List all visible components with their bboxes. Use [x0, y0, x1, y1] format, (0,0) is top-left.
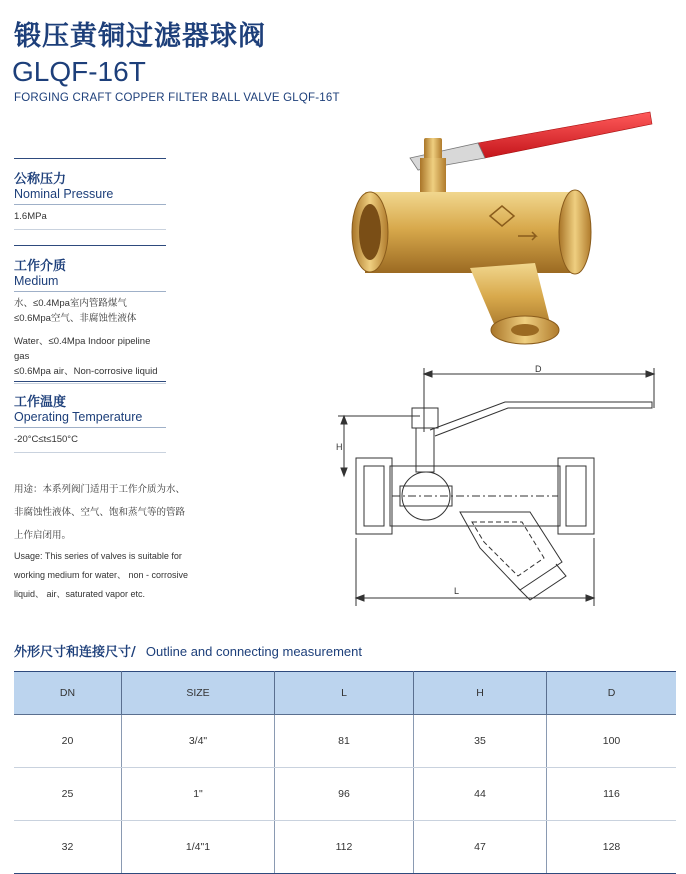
column-header: H [414, 672, 547, 715]
usage-line: Usage: This series of valves is suitable for [14, 551, 182, 561]
column-header: L [275, 672, 414, 715]
table-cell: 25 [14, 768, 122, 821]
table-cell: 35 [414, 715, 547, 768]
spec-value-en: ≤0.6Mpa air、Non-corrosive liquid [14, 366, 158, 377]
column-header: SIZE [122, 672, 275, 715]
spec-label-cn: 工作介质 [14, 259, 67, 274]
table-cell: 112 [275, 821, 414, 874]
usage-line: 非腐蚀性液体、空气、饱和蒸气等的管路 [14, 507, 186, 518]
table-cell: 20 [14, 715, 122, 768]
spec-label-cn: 公称压力 [14, 172, 67, 187]
table-cell: 1/4"1 [122, 821, 275, 874]
table-cell: 81 [275, 715, 414, 768]
usage-line: working medium for water、 non - corrosive [14, 570, 189, 580]
usage-en [14, 547, 214, 604]
usage-line: 用途：本系列阀门适用于工作介质为水、 [14, 484, 186, 495]
spec-label-en: Nominal Pressure [14, 187, 114, 201]
table-cell: 100 [547, 715, 677, 768]
spec-value-en: Water、≤0.4Mpa Indoor pipeline gas [14, 336, 151, 362]
spec-value: -20°C≤t≤150°C [14, 434, 78, 445]
table-cell: 116 [547, 768, 677, 821]
valve-technical-drawing [330, 362, 670, 610]
table-cell: 1" [122, 768, 275, 821]
dimension-label-l: L [454, 586, 460, 596]
dimension-label-d: D [535, 364, 542, 374]
table-cell: 44 [414, 768, 547, 821]
column-header: D [547, 672, 677, 715]
page-title: 锻压黄铜过滤器球阀 [14, 21, 266, 52]
table-header-row [14, 672, 676, 715]
dimension-label-h: H [336, 442, 343, 452]
spec-nominal-pressure [14, 158, 166, 230]
table-cell: 47 [414, 821, 547, 874]
spec-label-en: Medium [14, 274, 59, 288]
section-title [14, 641, 362, 660]
spec-medium [14, 245, 166, 384]
model-number: GLQF-16T [12, 56, 146, 87]
spec-value: 1.6MPa [14, 211, 47, 222]
table-row [14, 821, 676, 874]
section-title-cn: 外形尺寸和连接尺寸/ [14, 645, 136, 660]
section-title-en: Outline and connecting measurement [145, 644, 362, 659]
usage-cn [14, 480, 214, 545]
table-cell: 128 [547, 821, 677, 874]
valve-product-image [340, 98, 670, 348]
spec-value: 水、≤0.4Mpa室内管路煤气 [14, 298, 127, 309]
spec-operating-temperature [14, 381, 166, 453]
spec-label-en: Operating Temperature [14, 410, 143, 424]
page-subtitle: FORGING CRAFT COPPER FILTER BALL VALVE GLQF-16T [14, 92, 340, 104]
usage-line: 上作启闭用。 [14, 530, 72, 541]
table-cell: 96 [275, 768, 414, 821]
table-row [14, 715, 676, 768]
table-row [14, 768, 676, 821]
measurement-table [14, 671, 676, 874]
spec-label-cn: 工作温度 [14, 395, 67, 410]
table-cell: 32 [14, 821, 122, 874]
spec-value: ≤0.6Mpa空气、非腐蚀性液体 [14, 313, 137, 324]
table-cell: 3/4" [122, 715, 275, 768]
column-header: DN [14, 672, 122, 715]
usage-line: liquid、 air、saturated vapor etc. [14, 589, 146, 599]
